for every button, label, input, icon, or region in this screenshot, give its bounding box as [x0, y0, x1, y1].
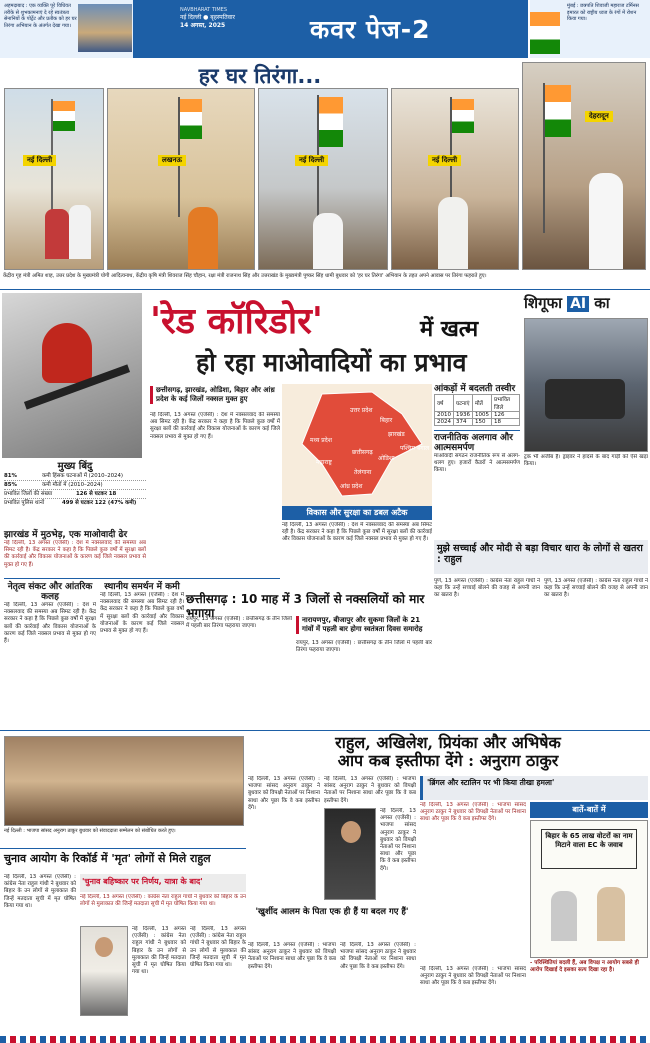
- point-value: 85%: [4, 482, 17, 488]
- location-tag: लखनऊ: [158, 155, 186, 166]
- cartoon-title: बातें-बातें में: [530, 802, 648, 818]
- cg-body-2: रायपुर, 13 अगस्त (एजेंसी) : छत्तीसगढ़ के तीन जिलों में पहली बार तिरंगा फहराया जाएगा।: [296, 640, 432, 654]
- cg-body-1: रायपुर, 13 अगस्त (एजेंसी) : छत्तीसगढ़ के तीन जिलों में पहली बार तिरंगा फहराया जाएगा।: [186, 616, 292, 630]
- ec-body-2: नई दिल्ली, 13 अगस्त (एजेंसी) : कांग्रेस नेता राहुल गांधी ने बुधवार को बिहार के उन लोगों से मुलाकात की जिन्हें मतदाता सूची में मृत घोषित किया गया था।: [80, 894, 246, 908]
- list-item: [4, 490, 146, 499]
- local-support-box: [100, 582, 184, 666]
- anurag-photo: [4, 736, 244, 826]
- location-tag: नई दिल्ली: [23, 155, 56, 166]
- flag-icon: [180, 99, 202, 139]
- cartoon-panel: [530, 820, 648, 958]
- point-text: कमी मौतों में (2010–2024): [42, 482, 103, 488]
- table-row: [435, 412, 520, 419]
- cartoon-caption: - परिस्थितियां बदली हैं, अब विपक्ष न आयोग सबसे ही आरोप दिखाई दे इसका सत्य दिखा रहा है।: [530, 960, 639, 973]
- leadership-box: [4, 582, 96, 676]
- shigufa-caption: ट्रक भी अजीब है। ड्राइवर ने हादसे के बाद गाड़ी को ऐसे खड़ा किया।: [524, 454, 648, 468]
- list-item: [4, 481, 146, 490]
- point-value: 126 से घटकर 18: [76, 491, 117, 497]
- table-cell: 150: [473, 419, 492, 426]
- photo-amit-shah: [4, 88, 104, 270]
- table-cell: 374: [454, 419, 473, 426]
- rahul-photo: [80, 926, 128, 1016]
- stats-box: [434, 384, 520, 529]
- table-row: [435, 419, 520, 426]
- points-title: मुख्य बिंदु: [57, 461, 93, 472]
- maoist-illustration: [2, 293, 142, 458]
- table-cell: 1005: [473, 412, 492, 419]
- lead-headline-tail: में खत्म: [420, 316, 479, 342]
- anurag-headline-1: राहुल, अखिलेश, प्रियंका और अभिषेक: [335, 733, 561, 752]
- masthead-left-photo: [78, 4, 132, 52]
- table-cell: प्रभावित जिले: [492, 395, 520, 412]
- pull-quote-1-text: 'ब्रिंगल और स्टालिन पर भी किया तीखा हमला': [427, 778, 555, 787]
- table-cell: मौतें: [473, 395, 492, 412]
- shigufa-photo: [524, 318, 648, 452]
- ec-quote-box: [80, 874, 246, 892]
- map-label: पश्चिम बंगाल: [400, 445, 430, 452]
- table-cell: 1936: [454, 412, 473, 419]
- lead-headline-red: 'रेड कॉरिडोर': [150, 300, 323, 342]
- photo-yogi: [107, 88, 255, 270]
- leadership-title: नेतृत्व संकट और आंतरिक कलह: [7, 582, 93, 602]
- anurag-headline-2: आप कब इस्तीफा देंगे : अनुराग ठाकुर: [337, 751, 559, 770]
- anurag-portrait: [324, 808, 376, 900]
- location-tag: नई दिल्ली: [295, 155, 328, 166]
- lead-sub: छत्तीसगढ़, झारखंड, ओडिशा, बिहार और आंध्र प्रदेश के कई जिलों नक्सल मुक्त हुए: [150, 386, 280, 404]
- rahul-body-col2: पुणे, 13 अगस्त (एजेंसी) : कांग्रेस नेता राहुल गांधी ने कहा कि उन्हें सच्चाई बोलने की वजह से अपनी जान का खतरा है।: [544, 578, 648, 599]
- shigufa-label: शिगूफा: [524, 294, 562, 312]
- table-cell: 2010: [435, 412, 454, 419]
- jharkhand-text: नई दिल्ली, 13 अगस्त (एजेंसी) : देश में नक्सलवाद की समस्या अब सिमट रही है। केंद्र सरकार ने कहा है कि पिछले कुछ वर्षों में सुरक्षा बलों की कार्रवाई और विकास योजनाओं के कारण कई जिले नक्सल प्रभाव से मुक्त हो गए हैं।: [4, 540, 146, 568]
- location-tag: नई दिल्ली: [428, 155, 461, 166]
- photo-dhami: [522, 62, 646, 270]
- ec-quote: 'चुनाव बहिष्कार पर निर्णय, यात्रा के बाद': [82, 877, 203, 886]
- leadership-text: नई दिल्ली, 13 अगस्त (एजेंसी) : देश में नक्सलवाद की समस्या अब सिमट रही है। केंद्र सरकार ने कहा है कि पिछले कुछ वर्षों में सुरक्षा बलों की कार्रवाई और विकास योजनाओं के कारण कई जिले नक्सल प्रभाव से मुक्त हो गए हैं।: [4, 602, 96, 645]
- ec-headline: चुनाव आयोग के रिकॉर्ड में 'मृत' लोगों से मिले राहुल: [4, 852, 211, 865]
- photo-shivraj: [258, 88, 388, 270]
- cst-building-photo: [530, 12, 560, 54]
- table-cell: 126: [492, 412, 520, 419]
- point-text: प्रभावित जिलों की संख्या: [4, 491, 53, 497]
- table-cell: 2024: [435, 419, 454, 426]
- ec-body-4: नई दिल्ली, 13 अगस्त (एजेंसी) : कांग्रेस नेता राहुल गांधी ने बुधवार को बिहार के उन लोगों से मुलाकात की जिन्हें मतदाता सूची में मृत घोषित किया गया था।: [190, 926, 246, 969]
- stats-title: आंकड़ों में बदलती तस्वीर: [434, 384, 516, 394]
- map-label: तेलंगाना: [354, 469, 372, 476]
- flag-icon: [53, 101, 75, 131]
- map-label: ओडिशा: [378, 455, 395, 462]
- table-cell: वर्ष: [435, 395, 454, 412]
- shigufa-ai: AI: [567, 296, 589, 312]
- side1-text: माओवादी संगठन राजनीतिक रूप से अलग-थलग हुए। हजारों कैडरों ने आत्मसमर्पण किया।: [434, 453, 520, 474]
- map-label: महाराष्ट्र: [316, 459, 332, 466]
- paper-name: NAVBHARAT TIMES: [180, 7, 227, 13]
- tiranga-heading: हर घर तिरंगा...: [198, 64, 322, 88]
- lead-headline-line2: हो रहा माओवादियों का प्रभाव: [196, 348, 467, 377]
- map-title: विकास और सुरक्षा का डबल अटैक: [282, 506, 432, 520]
- table-cell: घटनाएं: [454, 395, 473, 412]
- issue-date: 14 अगस्त, 2025: [180, 22, 226, 29]
- lead-subhead: [150, 386, 280, 404]
- map-label: छत्तीसगढ़: [352, 449, 373, 456]
- stats-table: [434, 394, 520, 426]
- point-value: 81%: [4, 473, 17, 479]
- table-cell: 18: [492, 419, 520, 426]
- anurag-body-2: नई दिल्ली, 13 अगस्त (एजेंसी) : भाजपा सांसद अनुराग ठाकुर ने बुधवार को विपक्षी नेताओं पर निशाना साधा और पूछा कि वे कब इस्तीफा देंगे।: [324, 776, 416, 804]
- list-item: [4, 472, 146, 481]
- map-label: मध्य प्रदेश: [310, 437, 332, 444]
- anurag-body-7: नई दिल्ली, 13 अगस्त (एजेंसी) : भाजपा सांसद अनुराग ठाकुर ने बुधवार को विपक्षी नेताओं पर निशाना साधा और पूछा कि वे कब इस्तीफा देंगे।: [420, 966, 526, 987]
- map-label: आंध्र प्रदेश: [340, 483, 363, 490]
- photo-rajnath: [391, 88, 519, 270]
- lead-body-2: नई दिल्ली, 13 अगस्त (एजेंसी) : देश में नक्सलवाद की समस्या अब सिमट रही है। केंद्र सरकार ने कहा है कि पिछले कुछ वर्षों में सुरक्षा बलों की कार्रवाई और विकास योजनाओं के कारण कई जिले नक्सल प्रभाव से मुक्त हो गए हैं।: [282, 522, 432, 543]
- masthead-meta: [180, 6, 235, 30]
- pull-quote-2-text: 'खुर्शीद आलम के पिता एक ही हैं या बदल गए हैं': [255, 907, 409, 917]
- cartoon-sign: बिहार के 65 लाख वोटरों का नाम मिटाने वाला EC के जवाब: [541, 829, 637, 869]
- register-strip: [0, 1036, 650, 1043]
- anurag-body-5: नई दिल्ली, 13 अगस्त (एजेंसी) : भाजपा सांसद अनुराग ठाकुर ने बुधवार को विपक्षी नेताओं पर निशाना साधा और पूछा कि वे कब इस्तीफा देंगे।: [248, 942, 336, 970]
- cg-sub: नारायणपुर, बीजापुर और सुकमा जिलों के 21 गांवों में पहली बार होगा स्वतंत्रता दिवस समारोह: [296, 616, 432, 634]
- masthead-left-text: अहमदाबाद : एक व्यक्ति पूरे विधिवत तरीके से शुभकामनाएं दे रहे स्वतंत्रता सेनानियों के पोर्ट्रेट और प्रतीक को हर घर तिरंगा अभियान के अंतर्गत देखा गया।: [4, 3, 77, 29]
- naxal-map: [282, 384, 432, 506]
- local-support-title: स्थानीय समर्थन में कमी: [104, 582, 180, 592]
- edition-line: नई दिल्ली ● बृहस्पतिवार: [180, 14, 235, 21]
- map-label: बिहार: [380, 417, 393, 424]
- ec-body-1: नई दिल्ली, 13 अगस्त (एजेंसी) : कांग्रेस नेता राहुल गांधी ने बुधवार को बिहार के उन लोगों से मुलाकात की जिन्हें मतदाता सूची में मृत घोषित किया गया था।: [4, 874, 76, 909]
- pull-quote-1: [420, 776, 648, 800]
- anurag-body-1: नई दिल्ली, 13 अगस्त (एजेंसी) : भाजपा सांसद अनुराग ठाकुर ने बुधवार को विपक्षी नेताओं पर निशाना साधा और पूछा कि वे कब इस्तीफा देंगे।: [248, 776, 320, 811]
- lead-body-1: नई दिल्ली, 13 अगस्त (एजेंसी) : देश में नक्सलवाद की समस्या अब सिमट रही है। केंद्र सरकार ने कहा है कि पिछले कुछ वर्षों में सुरक्षा बलों की कार्रवाई और विकास योजनाओं के कारण कई जिले नक्सल प्रभाव से मुक्त हो गए हैं।: [150, 412, 280, 440]
- location-tag: देहरादून: [585, 111, 613, 122]
- flag-icon: [319, 97, 343, 147]
- ec-body-3: नई दिल्ली, 13 अगस्त (एजेंसी) : कांग्रेस नेता राहुल गांधी ने बुधवार को बिहार के उन लोगों से मुलाकात की जिन्हें मतदाता सूची में मृत घोषित किया गया था।: [132, 926, 186, 976]
- anurag-body-6: नई दिल्ली, 13 अगस्त (एजेंसी) : भाजपा सांसद अनुराग ठाकुर ने बुधवार को विपक्षी नेताओं पर निशाना साधा और पूछा कि वे कब इस्तीफा देंगे।: [340, 942, 416, 970]
- rahul-story-head: [434, 540, 648, 574]
- point-value: 499 से घटकर 122 (47% कमी): [62, 500, 137, 506]
- jharkhand-title: झारखंड में मुठभेड़, एक माओवादी ढेर: [4, 530, 128, 540]
- divider: [0, 730, 650, 731]
- shigufa-header: [524, 293, 648, 315]
- jharkhand-box: [4, 530, 146, 580]
- table-row: [435, 395, 520, 412]
- key-points: [4, 462, 146, 507]
- rahul-headline: मुझे सच्चाई और मोदी से बड़ा विचार धारा के लोगों से खतरा : राहुल: [437, 543, 643, 565]
- local-support-text: नई दिल्ली, 13 अगस्त (एजेंसी) : देश में नक्सलवाद की समस्या अब सिमट रही है। केंद्र सरकार ने कहा है कि पिछले कुछ वर्षों में सुरक्षा बलों की कार्रवाई और विकास योजनाओं के कारण कई जिले नक्सल प्रभाव से मुक्त हो गए हैं।: [100, 592, 184, 635]
- masthead-right-text: मुंबई : छत्रपति शिवाजी महाराज टर्मिनस इमारत को राष्ट्रीय ध्वज के रंगों में रोशन किया गया।: [567, 3, 639, 22]
- anurag-body-4: नई दिल्ली, 13 अगस्त (एजेंसी) : भाजपा सांसद अनुराग ठाकुर ने बुधवार को विपक्षी नेताओं पर निशाना साधा और पूछा कि वे कब इस्तीफा देंगे।: [420, 802, 526, 823]
- map-label: झारखंड: [388, 431, 405, 438]
- shigufa-tail: का: [594, 294, 610, 312]
- flag-icon: [452, 99, 474, 133]
- cg-headline: छत्तीसगढ़ : 10 माह में 3 जिलों से नक्सलियों को मार भगाया: [186, 592, 425, 620]
- flag-icon: [545, 85, 571, 137]
- point-text: कमी हिंसक घटनाओं में (2010–2024): [42, 473, 124, 479]
- map-label: उत्तर प्रदेश: [350, 407, 373, 414]
- side1-title: राजनीतिक अलगाव और आत्मसमर्पण: [434, 430, 520, 453]
- rahul-body-col1: पुणे, 13 अगस्त (एजेंसी) : कांग्रेस नेता राहुल गांधी ने कहा कि उन्हें सच्चाई बोलने की वजह से अपनी जान का खतरा है।: [434, 578, 540, 599]
- divider: [0, 289, 650, 290]
- tiranga-caption: केंद्रीय गृह मंत्री अमित शाह, उत्तर प्रदेश के मुख्यमंत्री योगी आदित्यनाथ, केंद्रीय कृषि मंत्री शिवराज सिंह चौहान, रक्षा मंत्री राजनाथ सिंह और उत्तराखंड के मुख्यमंत्री पुष्कर सिंह धामी बुधवार को 'हर घर तिरंगा' अभियान के तहत अपने आवास पर तिरंगा फहराते हुए।: [3, 273, 487, 279]
- divider: [4, 578, 280, 579]
- point-text: प्रभावित पुलिस थानों: [4, 500, 45, 506]
- list-item: [4, 499, 146, 507]
- page-title: कवर पेज-2: [310, 15, 431, 44]
- pull-quote-2: [248, 904, 416, 938]
- anurag-photo-caption: नई दिल्ली : भाजपा सांसद अनुराग ठाकुर बुधवार को संवाददाता सम्मेलन को संबोधित करते हुए।: [4, 828, 176, 834]
- anurag-body-3: नई दिल्ली, 13 अगस्त (एजेंसी) : भाजपा सांसद अनुराग ठाकुर ने बुधवार को विपक्षी नेताओं पर निशाना साधा और पूछा कि वे कब इस्तीफा देंगे।: [380, 808, 416, 872]
- divider: [0, 848, 246, 849]
